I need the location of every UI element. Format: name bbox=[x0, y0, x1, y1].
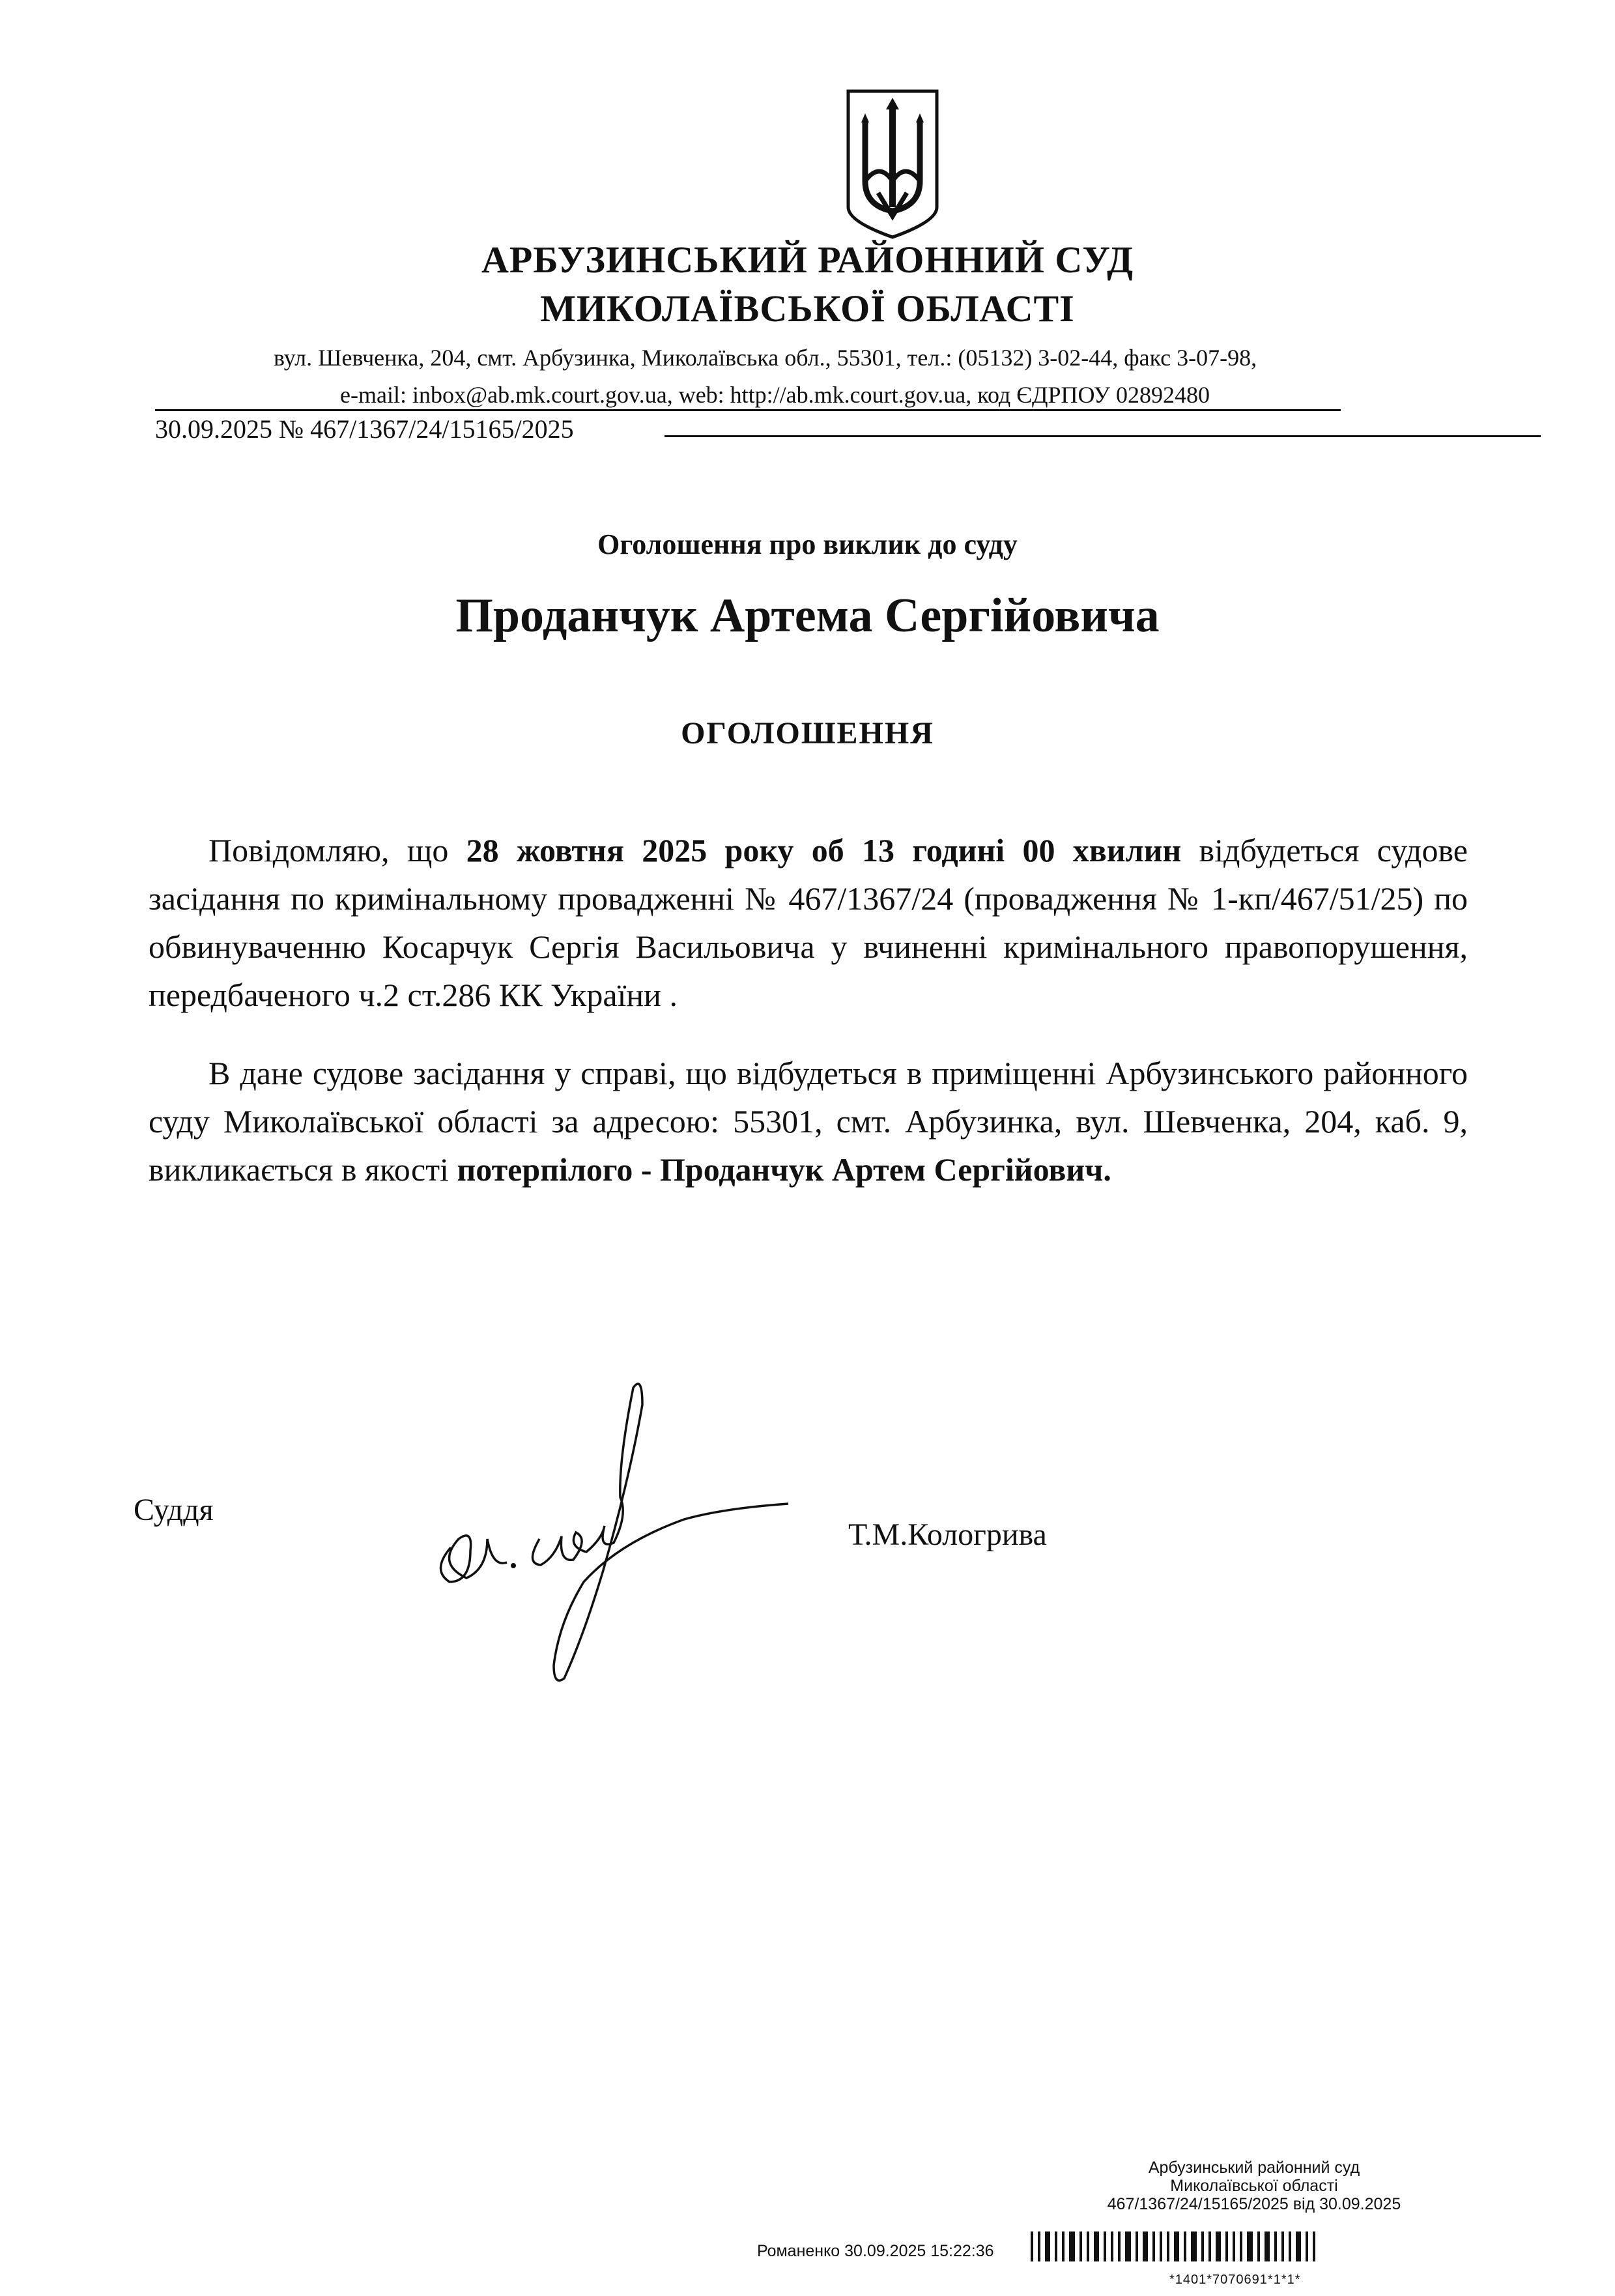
stamp-region: Миколаївської області bbox=[1170, 2177, 1338, 2195]
paragraph-hearing-notice bbox=[149, 826, 1468, 1019]
p1-text-end: відбудеться судове засідання по кримінальному провадженні № 467/1367/24 (провадження № 1-кп/467/51/25) по обвинуваченню Косарчук Сергія Васильовича у вчиненні кримінального правопорушення, передбаченого ч.2 ст.286 КК України . bbox=[149, 832, 1468, 1013]
header-divider-lower bbox=[665, 435, 1541, 437]
p1-text-start: Повідомляю, що bbox=[208, 832, 466, 868]
announcement-subtitle: Оголошення про виклик до суду bbox=[597, 528, 1018, 560]
registration-stamp bbox=[1078, 2159, 1430, 2213]
judge-name: Т.М.Кологрива bbox=[848, 1517, 1047, 1552]
header-divider-upper bbox=[155, 409, 1341, 411]
summoned-person-name: Проданчук Артема Сергійовича bbox=[455, 589, 1160, 642]
court-name-line-1: АРБУЗИНСЬКИЙ РАЙОННИЙ СУД bbox=[481, 238, 1134, 281]
barcode-icon bbox=[1031, 2231, 1500, 2261]
court-name-line-2: МИКОЛАЇВСЬКОЇ ОБЛАСТІ bbox=[540, 287, 1075, 330]
handwritten-signature-icon bbox=[410, 1375, 795, 1687]
registrar-timestamp: Романенко 30.09.2025 15:22:36 bbox=[757, 2242, 994, 2260]
judge-role-label: Суддя bbox=[134, 1493, 214, 1527]
trident-emblem-icon bbox=[840, 83, 945, 240]
paragraph-summons bbox=[149, 1049, 1468, 1194]
announcement-heading: ОГОЛОШЕННЯ bbox=[681, 716, 934, 751]
court-contacts-line-1: вул. Шевченка, 204, смт. Арбузинка, Миколаївська обл., 55301, тел.: (05132) 3-02-44, факс 3-07-98, bbox=[274, 345, 1257, 371]
victim-role-name: потерпілого - Проданчук Артем Сергійович. bbox=[457, 1151, 1111, 1188]
stamp-document-number: 467/1367/24/15165/2025 від 30.09.2025 bbox=[1107, 2195, 1401, 2213]
stamp-court-name: Арбузинський районний суд bbox=[1148, 2159, 1360, 2177]
court-contacts-line-2: e-mail: inbox@ab.mk.court.gov.ua, web: http://ab.mk.court.gov.ua, код ЄДРПОУ 02892480 bbox=[340, 382, 1210, 408]
outgoing-reference: 30.09.2025 № 467/1367/24/15165/2025 bbox=[155, 414, 574, 444]
barcode-number: *1401*7070691*1*1* bbox=[1169, 2273, 1301, 2287]
p2-text-start: В дане судове засідання у справі, що відбудеться в приміщенні Арбузинського районного суду Миколаївської області за адресою: 55301, смт. Арбузинка, вул. Шевченка, 204, каб. 9, викликається в якості bbox=[149, 1055, 1468, 1188]
hearing-datetime: 28 жовтня 2025 року об 13 годині 00 хвилин bbox=[466, 832, 1182, 868]
